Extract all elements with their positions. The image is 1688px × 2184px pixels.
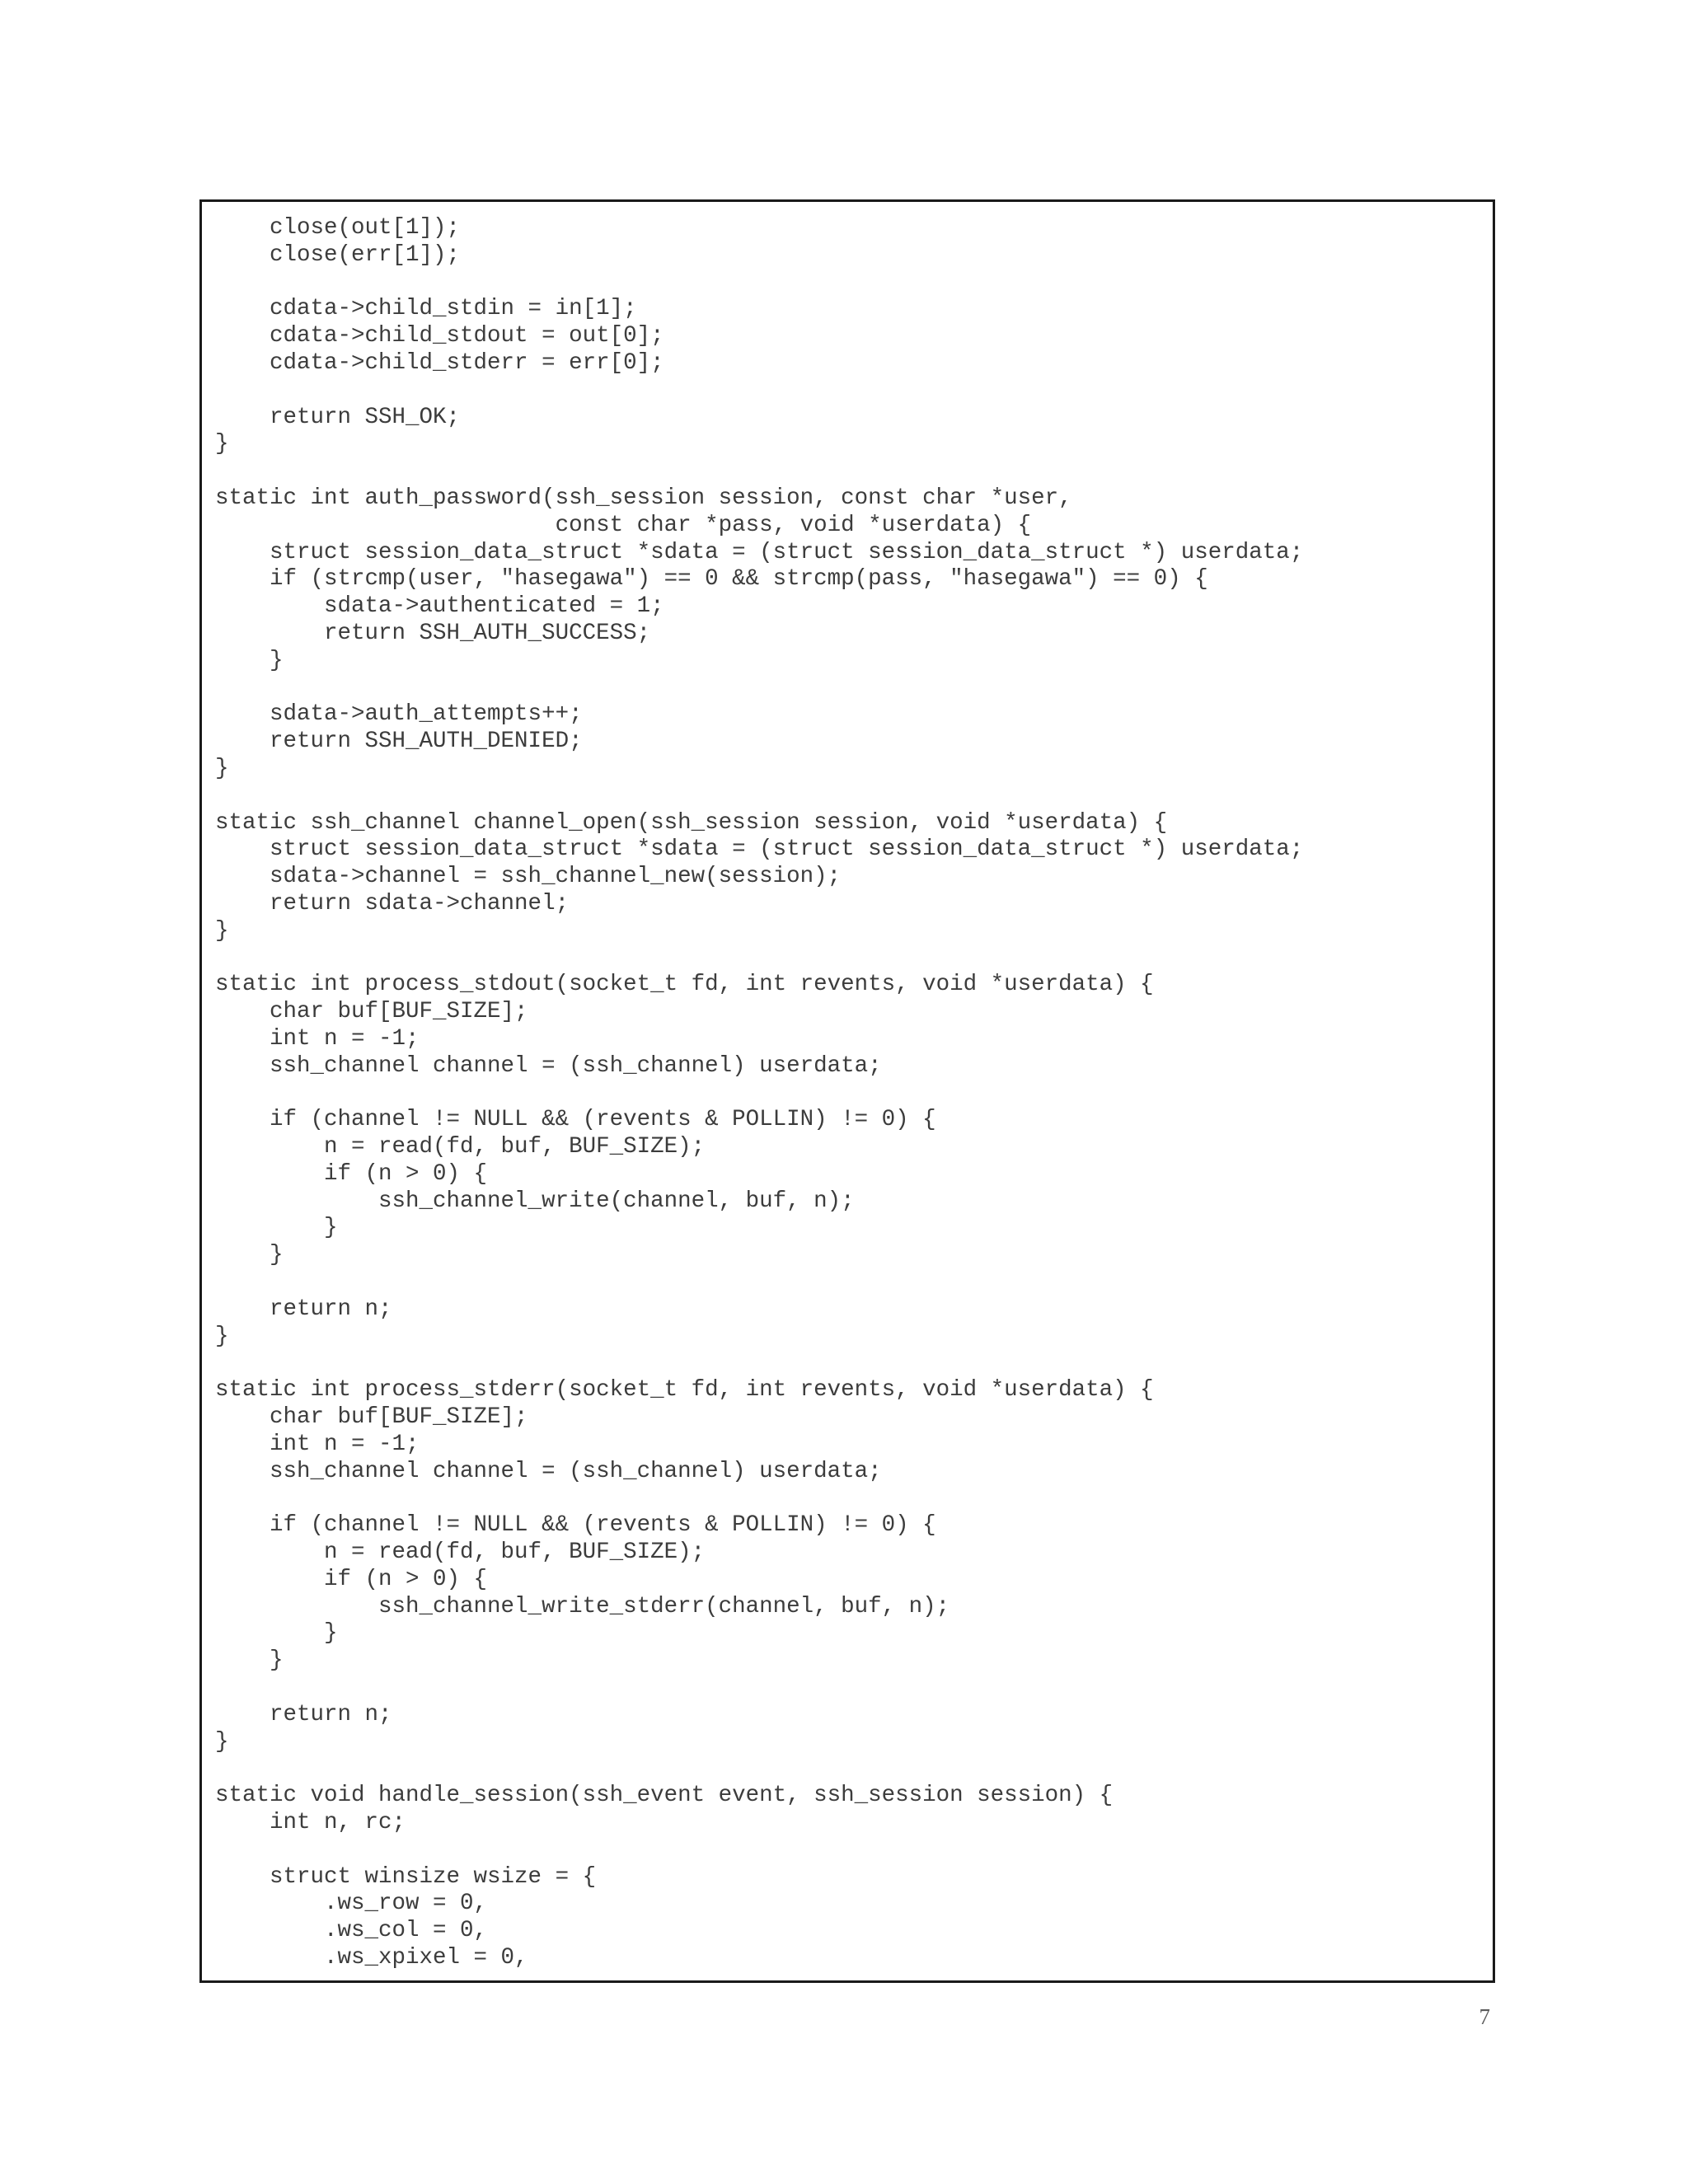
code-line [215,1837,1303,1864]
code-line: static int process_stderr(socket_t fd, int revents, void *userdata) { [215,1377,1154,1404]
code-line [215,675,1303,702]
code-line: n = read(fd, buf, BUF_SIZE); [215,1540,706,1566]
code-line: if (channel != NULL && (revents & POLLIN) != 0) { [215,1107,936,1133]
code-line: } [215,917,229,944]
code-line: static int process_stdout(socket_t fd, int revents, void *userdata) { [215,972,1154,998]
code-line: if (strcmp(user, "hasegawa") == 0 && strcmp(pass, "hasegawa") == 0) { [215,566,1208,593]
code-line: struct session_data_struct *sdata = (struct session_data_struct *) userdata; [215,539,1304,565]
code-line: if (n > 0) { [215,1566,488,1592]
code-line [215,458,1303,485]
code-line: char buf[BUF_SIZE]; [215,1404,528,1431]
code-line: char buf[BUF_SIZE]; [215,999,528,1025]
code-line: } [215,1728,229,1755]
code-line: sdata->channel = ssh_channel_new(session); [215,864,842,890]
code-line [215,377,1303,405]
code-line [215,1485,1303,1512]
code-line: struct session_data_struct *sdata = (struct session_data_struct *) userdata; [215,837,1304,863]
code-line: } [215,1323,229,1349]
code-line: .ws_row = 0, [215,1891,488,1917]
code-line: return n; [215,1296,392,1322]
code-listing [215,215,1303,1972]
code-line: ssh_channel channel = (ssh_channel) userdata; [215,1052,882,1079]
code-line: static ssh_channel channel_open(ssh_session session, void *userdata) { [215,809,1168,836]
code-line [215,1755,1303,1783]
code-line: return sdata->channel; [215,890,570,916]
code-line [215,783,1303,810]
code-line: static void handle_session(ssh_event event, ssh_session session) { [215,1783,1114,1809]
code-line [215,269,1303,297]
code-line [215,1350,1303,1377]
code-line [215,1675,1303,1702]
code-line: } [215,1647,284,1674]
code-line: return SSH_OK; [215,404,461,430]
code-line: int n = -1; [215,1431,420,1457]
code-line: if (n > 0) { [215,1160,488,1187]
page-number: 7 [1479,2004,1490,2029]
code-line [215,1080,1303,1108]
code-listing-box [199,199,1495,1983]
code-line: .ws_xpixel = 0, [215,1945,528,1971]
code-line: sdata->auth_attempts++; [215,701,583,728]
code-line: } [215,1215,338,1241]
code-line: const char *pass, void *userdata) { [215,512,1032,538]
code-line: close(err[1]); [215,241,461,268]
code-line: static int auth_password(ssh_session session, const char *user, [215,485,1072,511]
code-line: cdata->child_stdin = in[1]; [215,296,637,322]
code-line: int n = -1; [215,1025,420,1052]
code-line: int n, rc; [215,1810,406,1836]
code-line: n = read(fd, buf, BUF_SIZE); [215,1134,706,1160]
code-line [215,1269,1303,1296]
code-line: ssh_channel_write(channel, buf, n); [215,1188,855,1214]
code-line: } [215,647,284,673]
code-line: close(out[1]); [215,215,461,241]
code-line: } [215,755,229,781]
code-line: struct winsize wsize = { [215,1863,597,1890]
code-line: ssh_channel_write_stderr(channel, buf, n); [215,1593,950,1619]
code-line: cdata->child_stdout = out[0]; [215,323,664,349]
code-line: .ws_col = 0, [215,1918,488,1944]
code-line [215,945,1303,972]
code-line: return n; [215,1701,392,1727]
code-line: if (channel != NULL && (revents & POLLIN) != 0) { [215,1512,936,1539]
code-line: cdata->child_stderr = err[0]; [215,349,664,376]
code-line: return SSH_AUTH_DENIED; [215,729,583,755]
code-line: } [215,431,229,457]
code-line: return SSH_AUTH_SUCCESS; [215,620,651,646]
code-line: } [215,1620,338,1647]
code-line: sdata->authenticated = 1; [215,593,664,620]
code-line: ssh_channel channel = (ssh_channel) userdata; [215,1458,882,1484]
code-line: } [215,1242,284,1268]
